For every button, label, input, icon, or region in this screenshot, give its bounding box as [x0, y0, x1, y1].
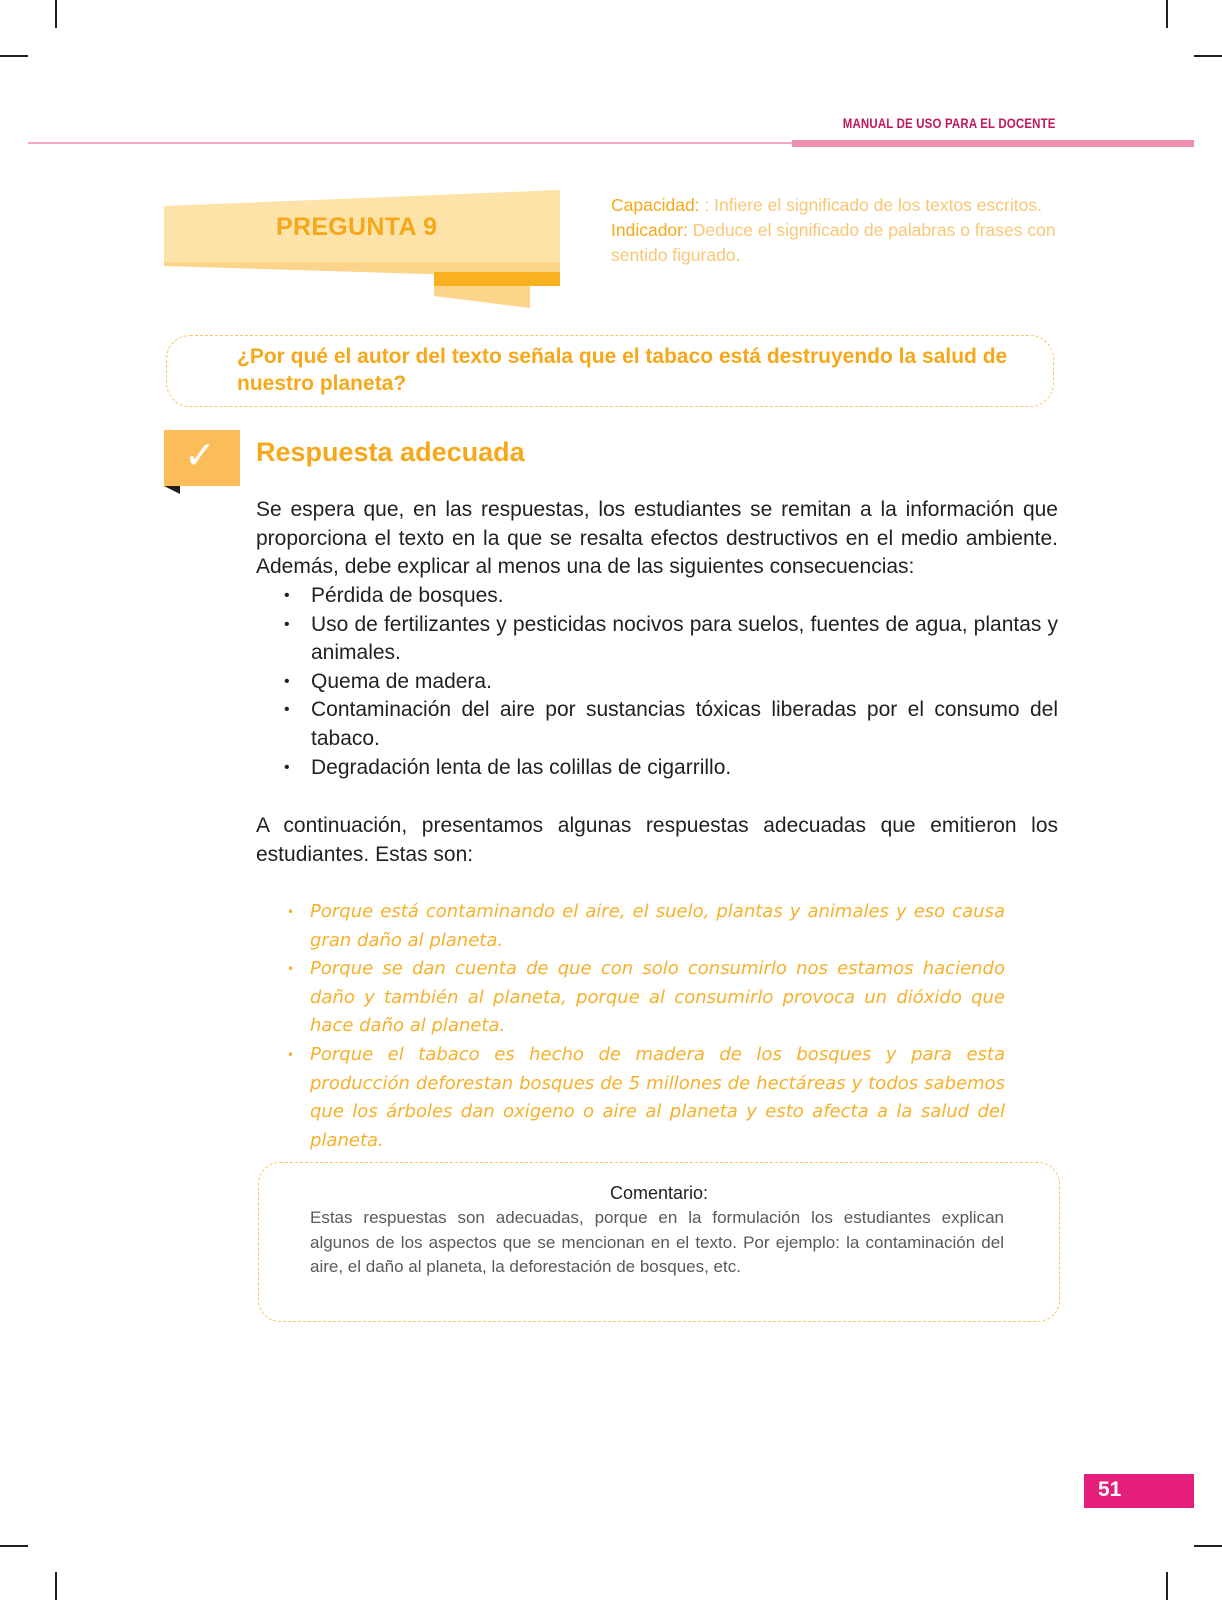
crop-mark-bottom-right-h [1194, 1545, 1222, 1547]
list-item: • Pérdida de bosques. [284, 582, 1058, 611]
capacity-value: : Infiere el significado de los textos escritos. [699, 195, 1042, 215]
crop-mark-top-right-h [1194, 55, 1222, 57]
list-item: • Degradación lenta de las colillas de cigarrillo. [284, 754, 1058, 783]
capacity-block [611, 193, 1061, 268]
page-number: 51 [1098, 1478, 1122, 1501]
student-answer: • Porque se dan cuenta de que con solo consumirlo nos estamos haciendo daño y también al planeta, porque al consumirlo provoca un dióxido que hace daño al planeta. [287, 955, 1005, 1041]
crop-mark-top-left-v [55, 0, 57, 28]
answer-title: Respuesta adecuada [256, 437, 525, 467]
consequence-list [284, 582, 1058, 782]
student-answer-list [287, 898, 1005, 1155]
question-banner [164, 190, 560, 310]
check-badge-fold [164, 486, 180, 494]
banner-fold-tail [434, 286, 530, 308]
answer-intro: Se espera que, en las respuestas, los estudiantes se remitan a la información que proporciona el texto en la que se resalta efectos destructivos en el medio ambiente. Además, debe explicar al menos una de las siguientes consecuencias: [256, 498, 1058, 579]
list-item: • Quema de madera. [284, 668, 1058, 697]
question-text: ¿Por qué el autor del texto señala que el tabaco está destruyendo la salud de nuestro planeta? [237, 345, 1008, 395]
indicator-value: Deduce el significado de palabras o frases con sentido figurado. [611, 220, 1056, 265]
banner-fold [434, 272, 560, 286]
student-answer: • Porque está contaminando el aire, el suelo, plantas y animales y eso causa gran daño al planeta. [287, 898, 1005, 955]
header-rule-accent [792, 140, 1194, 147]
crop-mark-bottom-left-v [55, 1572, 57, 1600]
crop-mark-top-left-h [0, 55, 28, 57]
crop-mark-top-right-v [1166, 0, 1168, 28]
student-answers-lead: A continuación, presentamos algunas respuestas adecuadas que emitieron los estudiantes. Estas son: [256, 814, 1058, 866]
checkmark-icon: ✓ [184, 433, 216, 477]
indicator-key: Indicador: [611, 220, 688, 240]
running-header: MANUAL DE USO PARA EL DOCENTE [843, 115, 1056, 131]
question-number-label: PREGUNTA 9 [276, 213, 438, 241]
comment-text: Estas respuestas son adecuadas, porque en la formulación los estudiantes explican algunos de los aspectos que se mencionan en el texto. Por ejemplo: la contaminación del aire, el daño al planeta, la deforestación de bosques, etc. [310, 1208, 1004, 1277]
capacity-key: Capacidad: [611, 195, 700, 215]
crop-mark-bottom-left-h [0, 1545, 28, 1547]
crop-mark-bottom-right-v [1166, 1572, 1168, 1600]
comment-title: Comentario: [609, 1183, 709, 1203]
student-answer: • Porque el tabaco es hecho de madera de los bosques y para esta producción deforestan bosques de 5 millones de hectáreas y todos sabemos que los árboles dan oxigeno o aire al planeta y esto afecta a la salud del planeta. [287, 1041, 1005, 1155]
list-item: • Uso de fertilizantes y pesticidas nocivos para suelos, fuentes de agua, plantas y animales. [284, 611, 1058, 668]
list-item: • Contaminación del aire por sustancias tóxicas liberadas por el consumo del tabaco. [284, 696, 1058, 753]
